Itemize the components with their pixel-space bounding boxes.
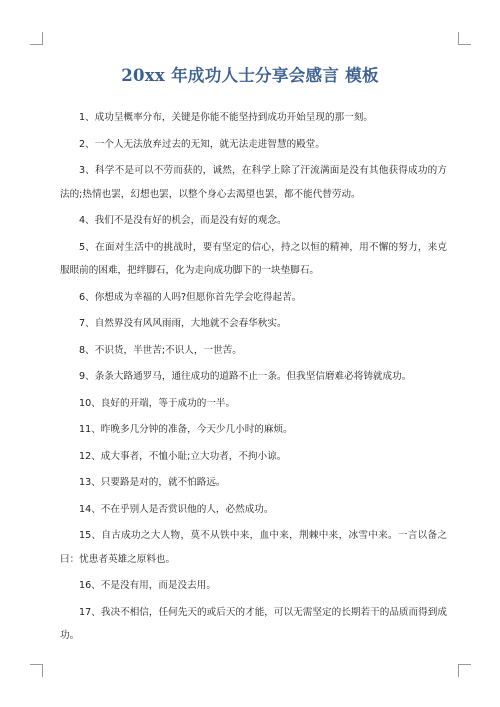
paragraph-16: 16、不是没有用，而是没去用。 bbox=[79, 580, 216, 591]
paragraph-4: 4、我们不是没有好的机会，而是没有好的观念。 bbox=[79, 215, 287, 226]
paragraph-1: 1、成功呈概率分布，关键是你能不能坚持到成功开始呈现的那一刻。 bbox=[79, 112, 373, 123]
paragraph-9: 9、条条大路通罗马，通往成功的道路不止一条。但我坚信磨难必将铸就成功。 bbox=[79, 371, 412, 382]
corner-mark-top-left bbox=[30, 32, 43, 45]
paragraph-17: 17、我决不相信，任何先天的或后天的才能，可以无需坚定的长期若干的品质而得到成功。 bbox=[60, 606, 447, 641]
paragraph-3: 3、科学不是可以不劳而获的，诚然，在科学上除了汗流满面是没有其他获得成功的方法的;热情也罢，幻想也罢，以整个身心去渴望也罢，都不能代替劳动。 bbox=[60, 165, 447, 200]
paragraph-13: 13、只要路是对的，就不怕路远。 bbox=[79, 477, 226, 488]
paragraph-15: 15、自古成功之大人物，莫不从铁中来，血中来，荆棘中来，冰雪中来。一言以备之曰：忧患者英雄之原料也。 bbox=[60, 530, 447, 565]
paragraph-10: 10、良好的开端，等于成功的一半。 bbox=[79, 397, 236, 409]
document-title: 20xx 年成功人士分享会感言 模板 bbox=[121, 66, 379, 85]
paragraph-11: 11、昨晚多几分钟的准备，今天少几小时的麻烦。 bbox=[79, 424, 293, 435]
paragraph-2: 2、一个人无法放弃过去的无知，就无法走进智慧的殿堂。 bbox=[79, 138, 325, 150]
paragraph-7: 7、自然界没有风风雨雨，大地就不会春华秋实。 bbox=[79, 318, 287, 329]
corner-mark-top-right bbox=[458, 32, 471, 45]
paragraph-8: 8、不识货，半世苦;不识人，一世苦。 bbox=[79, 344, 242, 356]
document-body bbox=[60, 106, 447, 651]
paragraph-6: 6、你想成为幸福的人吗?但愿你首先学会吃得起苦。 bbox=[79, 291, 302, 303]
corner-mark-bottom-right bbox=[458, 664, 471, 677]
corner-mark-bottom-left bbox=[30, 664, 43, 677]
paragraph-14: 14、不在乎别人是否赏识他的人，必然成功。 bbox=[79, 503, 274, 515]
paragraph-5: 5、在面对生活中的挑战时，要有坚定的信心，持之以恒的精神，用不懈的努力，来克服眼前的困难，把绊脚石，化为走向成功脚下的一块垫脚石。 bbox=[60, 241, 447, 276]
paragraph-12: 12、成大事者，不恤小耻;立大功者，不拘小谅。 bbox=[79, 450, 287, 462]
